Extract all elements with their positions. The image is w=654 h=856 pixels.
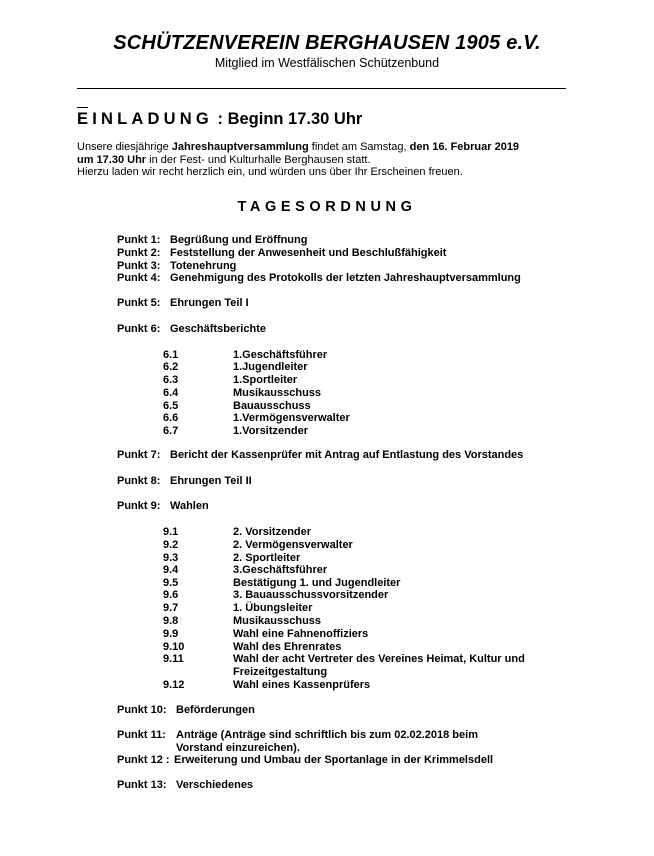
agenda-label: Punkt 6: <box>117 323 161 335</box>
sub-number: 9.6 <box>163 589 179 601</box>
intro-paragraph <box>77 141 577 179</box>
sub-text: 1.Sportleiter <box>233 374 298 386</box>
agenda-label: Punkt 2: <box>117 247 161 259</box>
sub-number: 6.6 <box>163 412 179 424</box>
agenda-text: Bericht der Kassenprüfer mit Antrag auf Entlastung des Vorstandes <box>170 449 524 461</box>
agenda-label: Punkt 12 : <box>117 754 170 766</box>
sub-text: Musikausschuss <box>233 615 322 627</box>
sub-text: 2. Vermögensverwalter <box>233 539 353 551</box>
agenda-text: Ehrungen Teil II <box>170 475 252 487</box>
intro-text-1: Unsere diesjährige <box>77 141 172 153</box>
sub-text: 2. Sportleiter <box>233 552 301 564</box>
sub-text: 1.Vorsitzender <box>233 425 308 437</box>
sub-text: 1.Vermögensverwalter <box>233 412 350 424</box>
intro-text-3: in der Fest- und Kulturhalle Berghausen statt. <box>146 153 371 166</box>
sub-text: Wahl eine Fahnenoffiziers <box>233 628 369 640</box>
sub-number: 9.2 <box>163 539 179 551</box>
club-name: SCHÜTZENVEREIN BERGHAUSEN 1905 e.V. <box>113 32 541 54</box>
agenda-label: Punkt 4: <box>117 272 161 284</box>
sub-number: 6.5 <box>163 400 179 412</box>
sub-number: 6.7 <box>163 425 179 437</box>
agenda-text: Feststellung der Anwesenheit und Beschlußfähigkeit <box>170 247 447 259</box>
invitation-word: EINLADUNG <box>77 110 213 128</box>
sub-number: 9.9 <box>163 628 179 640</box>
agenda-text: Genehmigung des Protokolls der letzten Jahreshauptversammlung <box>170 272 521 284</box>
intro-text-4: Hierzu laden wir recht herzlich ein, und würden uns über Ihr Erscheinen freuen. <box>77 166 463 178</box>
sub-number: 9.3 <box>163 552 179 564</box>
agenda-text: Totenehrung <box>170 260 237 272</box>
sub-number: 6.1 <box>163 349 179 361</box>
invitation-colon: : <box>212 110 228 128</box>
agenda-label: Punkt 3: <box>117 260 161 272</box>
intro-date: den 16. Februar 2019 <box>409 141 520 153</box>
sub-text: Wahl eines Kassenprüfers <box>233 679 371 691</box>
invitation-start: Beginn 17.30 Uhr <box>227 110 363 128</box>
sub-number: 9.1 <box>163 526 179 538</box>
agenda-title: TAGESORDNUNG <box>237 199 417 215</box>
header-divider <box>77 88 566 89</box>
sub-text: 3. Bauausschussvorsitzender <box>233 589 389 601</box>
sub-number: 9.5 <box>163 577 179 589</box>
agenda-text: Anträge (Anträge sind schriftlich bis zum 02.02.2018 beim Vorstand einzureichen). <box>176 729 478 754</box>
agenda-label: Punkt 5: <box>117 297 161 309</box>
invitation-heading <box>77 110 362 129</box>
sub-text: Bestätigung 1. und Jugendleiter <box>233 577 401 589</box>
agenda-text: Ehrungen Teil I <box>170 297 249 309</box>
agenda-text: Wahlen <box>170 500 209 512</box>
agenda-text: Geschäftsberichte <box>170 323 266 335</box>
sub-number: 6.4 <box>163 387 179 399</box>
sub-text: Wahl des Ehrenrates <box>233 641 342 653</box>
agenda-text: Begrüßung und Eröffnung <box>170 234 308 246</box>
agenda-label: Punkt 11: <box>117 729 166 741</box>
sub-text: 1.Jugendleiter <box>233 361 308 373</box>
sub-number: 9.11 <box>163 653 184 665</box>
sub-number: 9.12 <box>163 679 185 691</box>
overline-mark <box>77 107 88 108</box>
club-subtitle: Mitglied im Westfälischen Schützenbund <box>214 56 440 70</box>
sub-text: 3.Geschäftsführer <box>233 564 328 576</box>
agenda-label: Punkt 7: <box>117 449 161 461</box>
agenda-label: Punkt 9: <box>117 500 161 512</box>
sub-number: 9.7 <box>163 602 179 614</box>
sub-text: 1. Übungsleiter <box>233 602 313 614</box>
agenda-text: Beförderungen <box>176 704 255 716</box>
sub-text: Musikausschuss <box>233 387 322 399</box>
agenda-label: Punkt 8: <box>117 475 161 487</box>
intro-time: um 17.30 Uhr <box>77 153 147 166</box>
intro-text-2: findet am Samstag, <box>308 141 410 153</box>
sub-text: 1.Geschäftsführer <box>233 349 328 361</box>
sub-number: 9.4 <box>163 564 179 576</box>
sub-number: 6.2 <box>163 361 179 373</box>
sub-number: 9.10 <box>163 641 185 653</box>
sub-text: 2. Vorsitzender <box>233 526 312 538</box>
sub-text: Bauausschuss <box>233 400 311 412</box>
sub-number: 9.8 <box>163 615 179 627</box>
intro-meeting: Jahreshauptversammlung <box>171 141 309 153</box>
agenda-label: Punkt 1: <box>117 234 161 246</box>
agenda-text: Verschiedenes <box>176 779 254 791</box>
agenda-text: Erweiterung und Umbau der Sportanlage in der Krimmelsdell <box>174 754 494 766</box>
agenda-label: Punkt 13: <box>117 779 167 791</box>
sub-text: Wahl der acht Vertreter des Vereines Heimat, Kultur und Freizeitgestaltung <box>233 653 525 678</box>
agenda-label: Punkt 10: <box>117 704 167 716</box>
sub-number: 6.3 <box>163 374 179 386</box>
